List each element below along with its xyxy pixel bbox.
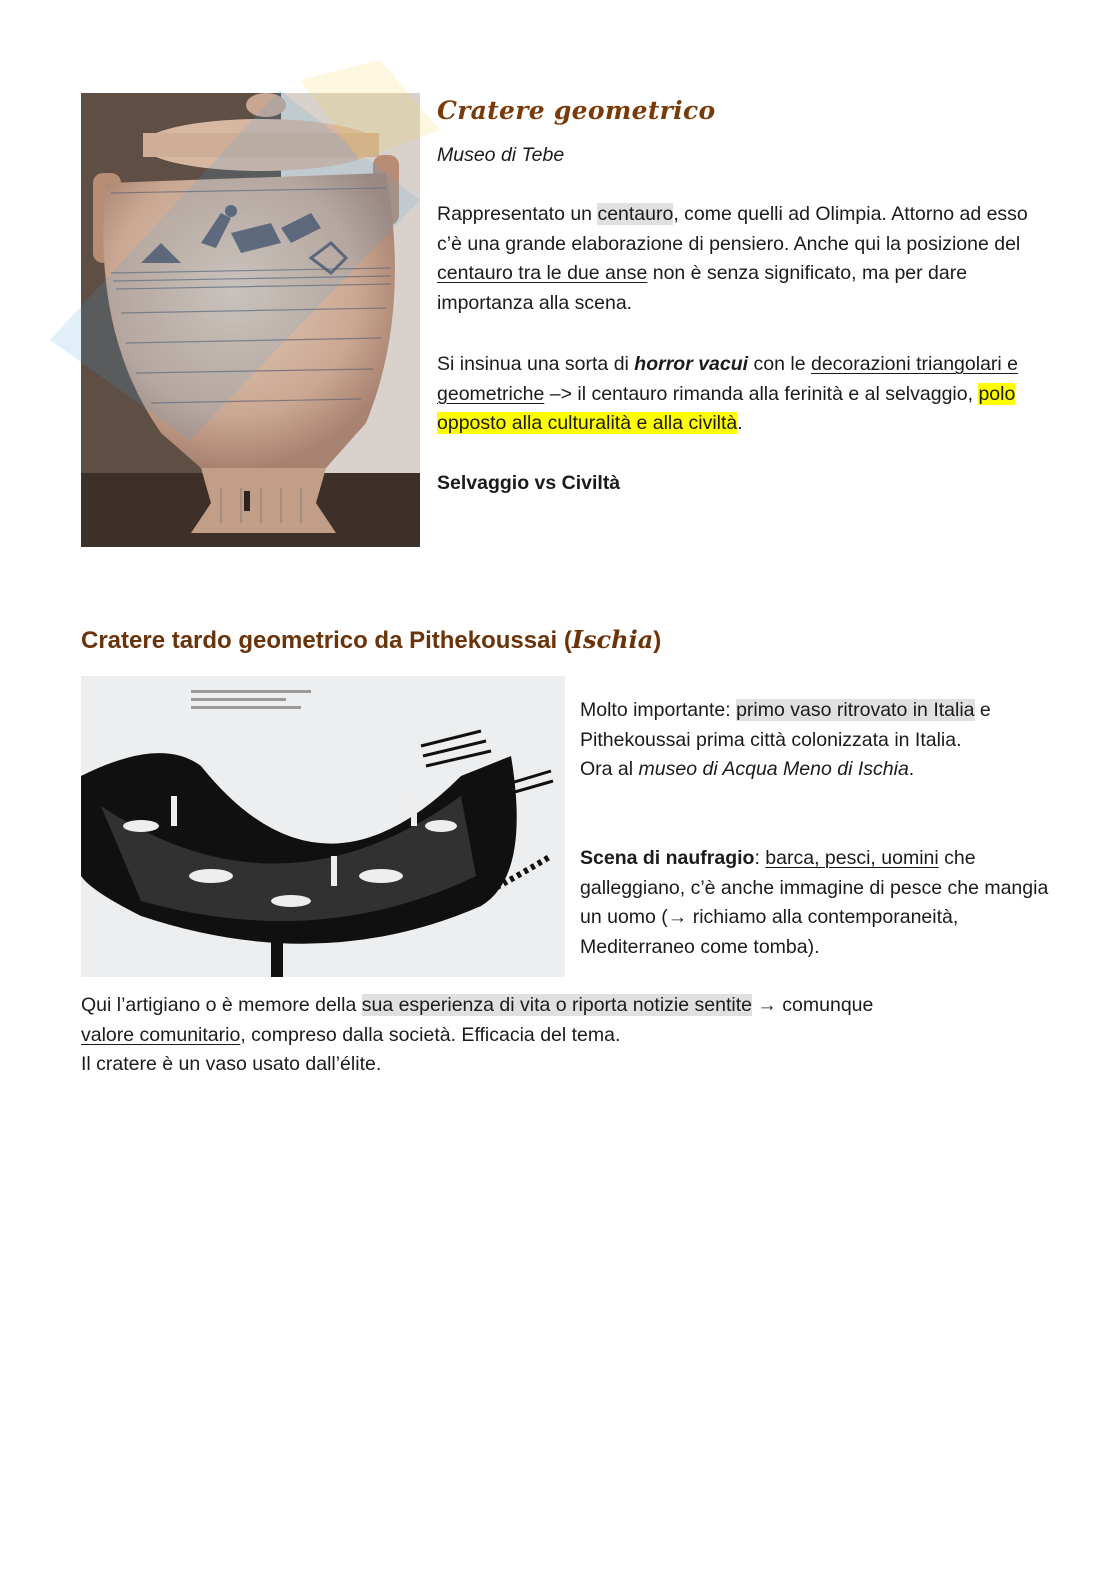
title-text-end: ) [653,627,662,654]
text-run: non è senza significato, ma per dare importanza alla scena. [437,262,968,314]
pithekoussai-crater-drawing [81,676,565,977]
pithekoussai-paragraph-2 [580,844,1050,962]
text-run: → comunque [751,994,874,1016]
highlight-polo-opposto: polo opposto alla culturalità e alla civiltà [437,382,1016,435]
underline-decorazioni: decorazioni triangolari e geometriche [437,353,1019,405]
text-run: –> il centauro rimanda alla ferinità e al selvaggio, [544,382,979,405]
text-run: Molto importante: [580,699,737,721]
title-text: Cratere tardo geometrico da Pithekoussai ( [81,627,572,654]
text-run: : [754,847,766,869]
text-run: e Pithekoussai prima città colonizzata in Italia. [580,699,991,751]
museum-name: museo di Acqua Meno di Ischia [638,758,909,781]
crater-paragraph-2 [437,350,1057,439]
selvaggio-vs-civilta: Selvaggio vs Civiltà [437,472,621,494]
highlight-centauro: centauro [597,203,674,225]
text-run: Si insinua una sorta di [437,353,635,375]
text-run: Rappresentato un [437,203,598,225]
museum-subtitle: Museo di Tebe [437,144,565,166]
highlight-esperienza: sua esperienza di vita o riporta notizie sentite [361,994,752,1016]
section-2-title [81,625,661,655]
underline-barca-pesci: barca, pesci, uomini [765,847,939,869]
crater-title: Cratere geometrico [437,96,716,125]
horror-vacui-term: horror vacui [634,353,749,375]
text-run: . [908,758,915,781]
crater-paragraph-1 [437,200,1057,318]
text-run: . [737,412,743,435]
underline-valore-comunitario: valore comunitario [81,1023,241,1046]
underline-centauro-anse: centauro tra le due anse [437,262,648,285]
text-run: , compreso dalla società. Efficacia del tema. [240,1023,621,1046]
title-ischia: Ischia [571,625,654,654]
text-run: che galleggiano, c’è anche immagine di pesce che mangia un uomo (→ richiamo alla contemporaneità, Mediterraneo come tomba). [580,847,1049,958]
text-run: con le [748,353,811,375]
text-run: Qui l’artigiano o è memore della [81,994,362,1016]
text-run: Il cratere è un vaso usato dall’élite. [81,1053,382,1076]
geometric-crater-photo [81,93,420,547]
text-run: Ora al [580,758,639,781]
conclusion-paragraph [81,991,1041,1080]
scena-naufragio-label: Scena di naufragio [580,847,755,869]
text-run: , come quelli ad Olimpia. Attorno ad esso c’è una grande elaborazione di pensiero. Anche qui la posizione del [437,203,1028,255]
highlight-primo-vaso: primo vaso ritrovato in Italia [736,699,975,721]
pithekoussai-paragraph-1 [580,696,1050,785]
